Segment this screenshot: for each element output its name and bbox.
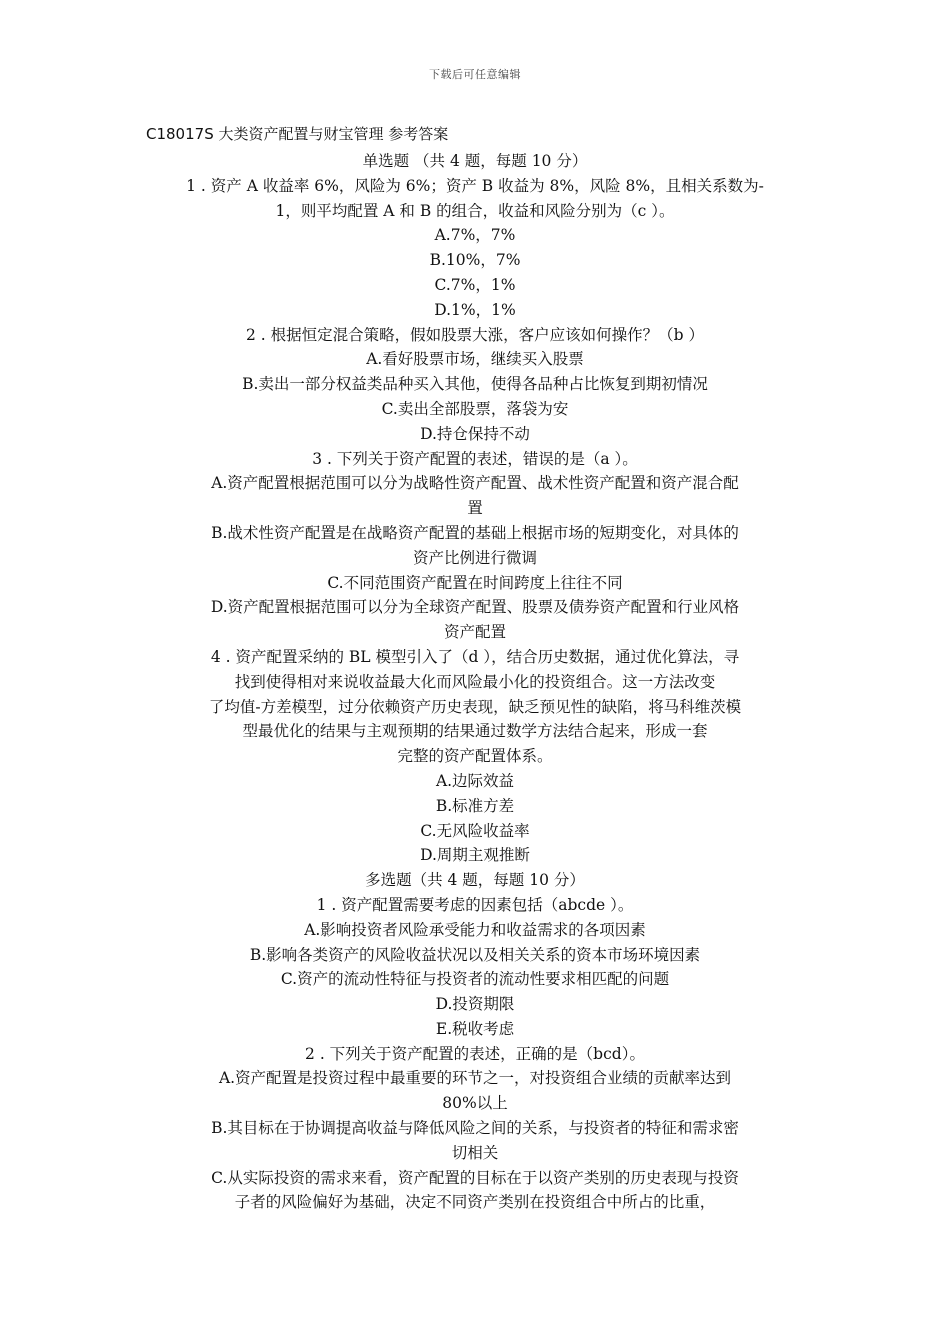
text-line: 切相关 <box>451 1143 499 1162</box>
text-line: A.7%，7% <box>434 226 516 245</box>
text-line: 找到使得相对来说收益最大化而风险最小化的投资组合。这一方法改变 <box>234 672 716 691</box>
text-line: 资产配置 <box>443 623 506 642</box>
text-line: A.边际效益 <box>435 771 515 790</box>
text-line: 1 . 资产 A 收益率 6%，风险为 6%；资产 B 收益为 8%，风险 8%，且相关系数为- <box>186 176 764 195</box>
text-line: C.无风险收益率 <box>420 821 530 840</box>
text-line: C.不同范围资产配置在时间跨度上往往不同 <box>327 573 623 592</box>
text-line: 置 <box>467 499 483 518</box>
text-line: 1 . 资产配置需要考虑的因素包括（abcde ）。 <box>316 895 634 914</box>
text-line: C.资产的流动性特征与投资者的流动性要求相匹配的问题 <box>280 970 670 989</box>
text-line: 单选题 （共 4 题，每题 10 分） <box>362 152 588 170</box>
document-body <box>140 149 810 1215</box>
text-line: 多选题（共 4 题，每题 10 分） <box>365 871 585 890</box>
text-line: 3 . 下列关于资产配置的表述，错误的是（a ）。 <box>312 449 638 468</box>
text-line: D.资产配置根据范围可以分为全球资产配置、股票及债券资产配置和行业风格 <box>210 598 740 617</box>
text-line: 2 . 根据恒定混合策略，假如股票大涨，客户应该如何操作？（b ） <box>246 325 704 344</box>
text-line: 子者的风险偏好为基础，决定不同资产类别在投资组合中所占的比重， <box>234 1193 716 1212</box>
text-line: B.其目标在于协调提高收益与降低风险之间的关系，与投资者的特征和需求密 <box>211 1119 739 1138</box>
text-line: 1，则平均配置 A 和 B 的组合，收益和风险分别为（c ）。 <box>275 201 675 220</box>
text-line: B.影响各类资产的风险收益状况以及相关关系的资本市场环境因素 <box>249 945 701 964</box>
text-line: B.卖出一部分权益类品种买入其他，使得各品种占比恢复到期初情况 <box>242 375 708 394</box>
text-line: 4 . 资产配置采纳的 BL 模型引入了（d ），结合历史数据，通过优化算法，寻 <box>210 647 740 666</box>
text-line: D.周期主观推断 <box>420 846 530 865</box>
text-line: A.资产配置是投资过程中最重要的环节之一，对投资组合业绩的贡献率达到 <box>218 1069 732 1088</box>
header-note: 下载后可任意编辑 <box>429 68 521 81</box>
text-line: D.投资期限 <box>435 995 515 1014</box>
text-line: B.标准方差 <box>435 796 515 815</box>
text-line: 资产比例进行微调 <box>412 548 537 567</box>
text-line: A.看好股票市场，继续买入股票 <box>366 350 584 369</box>
text-line: D.1%，1% <box>434 300 516 319</box>
text-line: 型最优化的结果与主观预期的结果通过数学方法结合起来，形成一套 <box>242 722 708 741</box>
document-title: C18017S 大类资产配置与财宝管理 参考答案 <box>146 125 449 143</box>
text-line: B.10%，7% <box>429 251 521 270</box>
text-line: E.税收考虑 <box>435 1019 515 1038</box>
text-line: A.影响投资者风险承受能力和收益需求的各项因素 <box>304 920 646 939</box>
text-line: A.资产配置根据范围可以分为战略性资产配置、战术性资产配置和资产混合配 <box>211 474 739 493</box>
text-line: 80%以上 <box>442 1094 508 1113</box>
text-line: C.7%，1% <box>434 275 516 294</box>
text-line: 2 . 下列关于资产配置的表述，正确的是（bcd）。 <box>305 1044 645 1063</box>
text-line: D.持仓保持不动 <box>420 424 530 443</box>
text-line: 完整的资产配置体系。 <box>397 747 553 766</box>
text-line: B.战术性资产配置是在战略资产配置的基础上根据市场的短期变化，对具体的 <box>211 523 739 542</box>
text-line: C.从实际投资的需求来看，资产配置的目标在于以资产类别的历史表现与投资 <box>211 1168 739 1187</box>
text-line: C.卖出全部股票，落袋为安 <box>381 399 569 418</box>
text-line: 了均值-方差模型，过分依赖资产历史表现，缺乏预见性的缺陷，将马科维茨模 <box>208 697 742 716</box>
